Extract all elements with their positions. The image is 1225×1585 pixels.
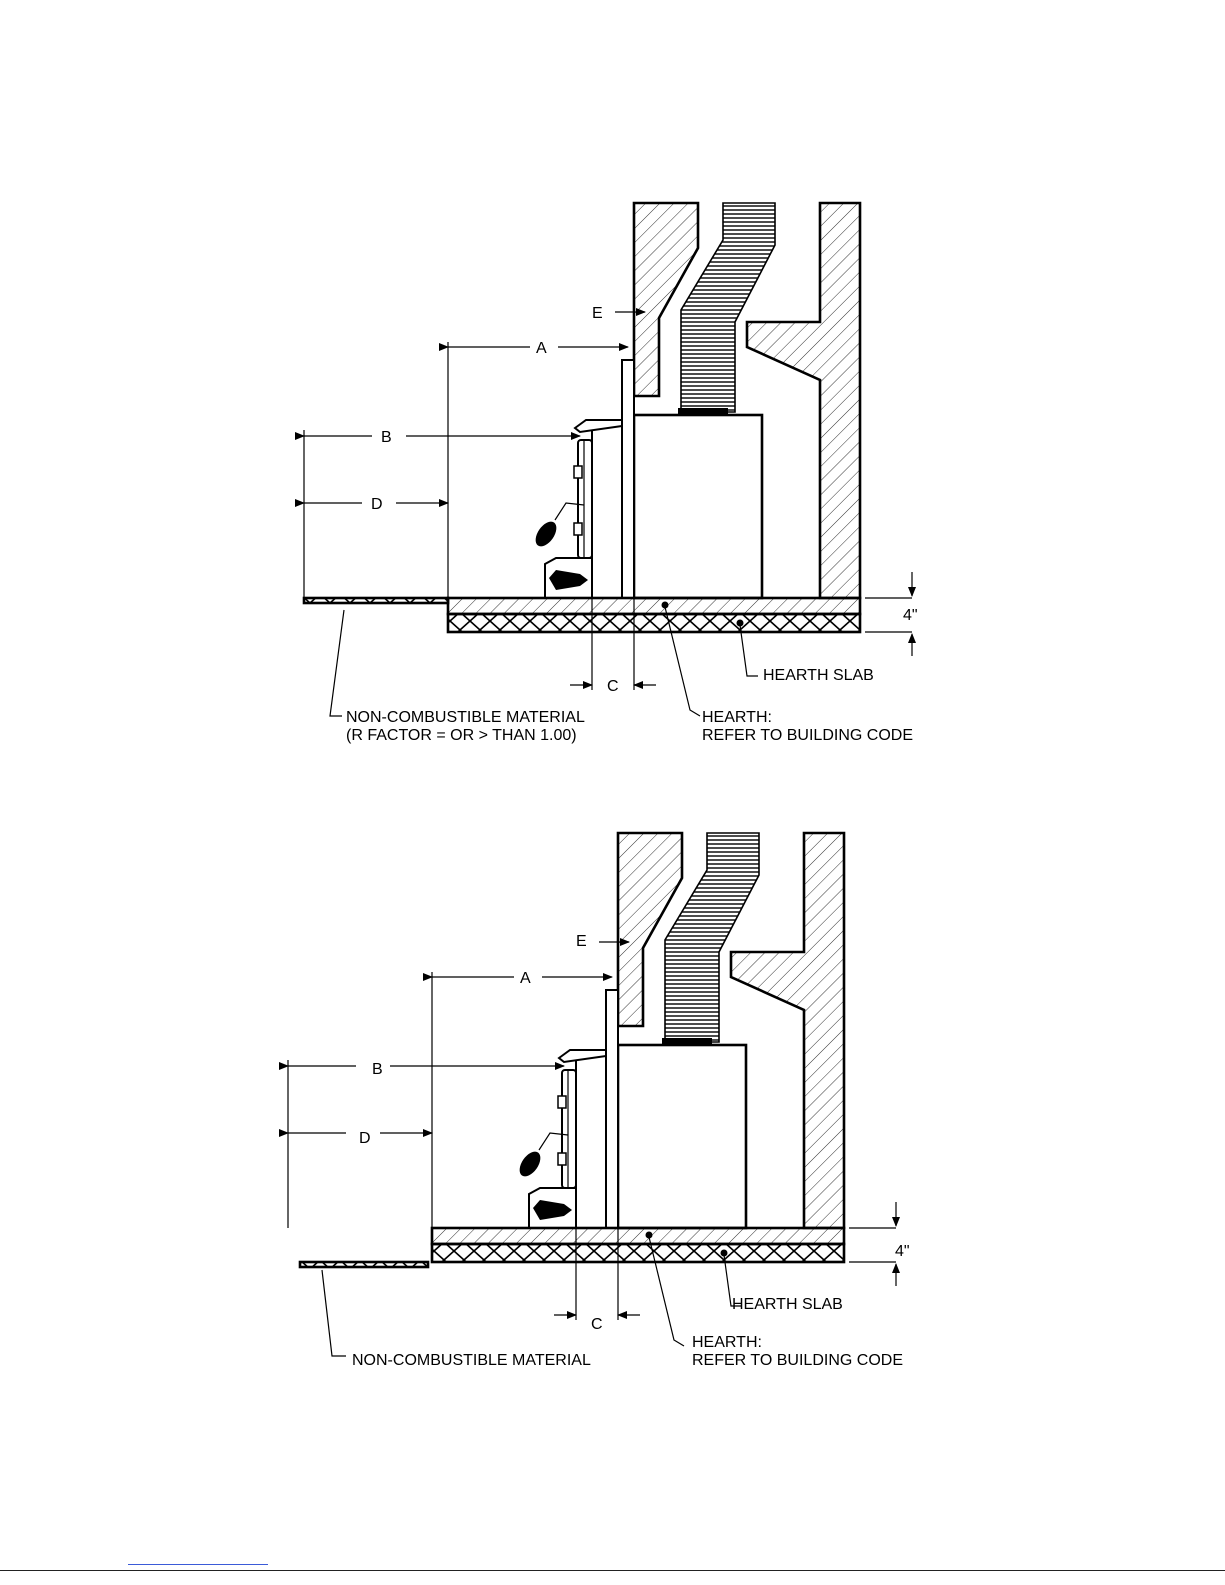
noncombustible-label: NON-COMBUSTIBLE MATERIAL xyxy=(346,709,585,726)
noncombustible-label: NON-COMBUSTIBLE MATERIAL xyxy=(352,1352,591,1369)
dim-4in: 4" xyxy=(903,607,918,624)
hearth-slab-label: HEARTH SLAB xyxy=(732,1296,843,1313)
label-e: E xyxy=(592,305,603,322)
footer-rule xyxy=(0,1570,1225,1571)
label-b: B xyxy=(372,1061,383,1078)
label-d: D xyxy=(371,496,383,513)
hearth-code-label: REFER TO BUILDING CODE xyxy=(702,727,913,744)
noncombustible-pad xyxy=(304,598,448,603)
label-a: A xyxy=(536,340,547,357)
hearth-code-label: REFER TO BUILDING CODE xyxy=(692,1352,903,1369)
dim-4in: 4" xyxy=(895,1243,910,1260)
label-e: E xyxy=(576,933,587,950)
hearth-label: HEARTH: xyxy=(702,709,772,726)
footer-link-underline[interactable] xyxy=(128,1564,268,1565)
label-c: C xyxy=(607,678,619,695)
r-factor-label: (R FACTOR = OR > THAN 1.00) xyxy=(346,727,577,744)
label-a: A xyxy=(520,970,531,987)
diagram-2 xyxy=(288,833,910,1369)
label-d: D xyxy=(359,1130,371,1147)
label-c: C xyxy=(591,1316,603,1333)
diagram-1 xyxy=(304,203,918,744)
label-b: B xyxy=(381,429,392,446)
hearth-label: HEARTH: xyxy=(692,1334,762,1351)
hearth-slab-label: HEARTH SLAB xyxy=(763,667,874,684)
noncombustible-pad xyxy=(300,1262,428,1267)
